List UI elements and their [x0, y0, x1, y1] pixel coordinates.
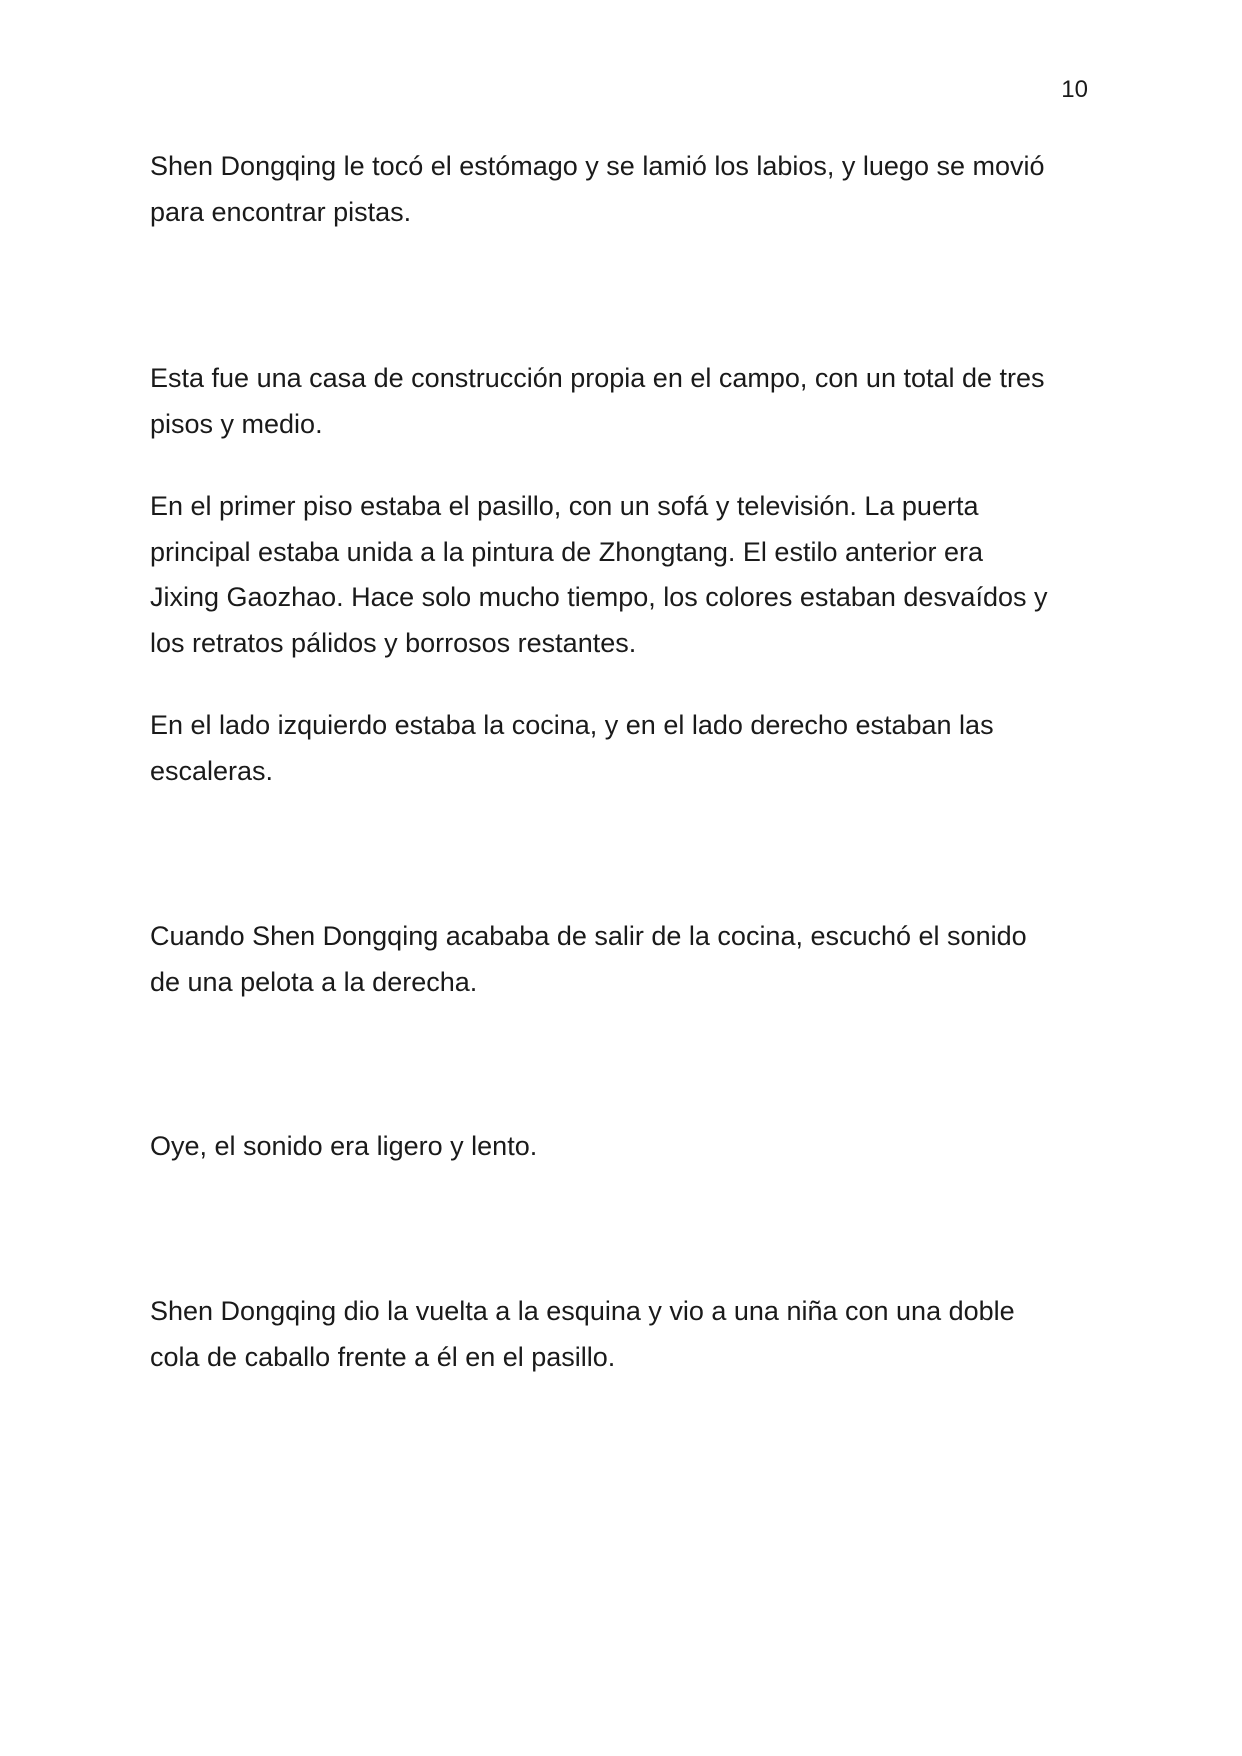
paragraph-5 [150, 914, 1100, 1005]
paragraph-line: Oye, el sonido era ligero y lento. [150, 1131, 538, 1161]
paragraph-line: los retratos pálidos y borrosos restantes. [150, 627, 637, 658]
paragraph-line: para encontrar pistas. [150, 196, 412, 227]
paragraph-line: de una pelota a la derecha. [150, 966, 478, 997]
paragraph-3 [150, 484, 1100, 666]
paragraph-4 [150, 703, 1100, 794]
paragraph-line: En el lado izquierdo estaba la cocina, y en el lado derecho estaban las [150, 710, 994, 740]
paragraph-1 [150, 144, 1100, 235]
paragraph-line: cola de caballo frente a él en el pasillo. [150, 1341, 616, 1372]
paragraph-line: Jixing Gaozhao. Hace solo mucho tiempo, los colores estaban desvaídos y [150, 582, 1048, 612]
paragraph-line: Cuando Shen Dongqing acababa de salir de la cocina, escuchó el sonido [150, 921, 1027, 951]
paragraph-line: pisos y medio. [150, 408, 323, 439]
paragraph-line: En el primer piso estaba el pasillo, con un sofá y televisión. La puerta [150, 491, 979, 521]
paragraph-line: escaleras. [150, 755, 274, 786]
paragraph-line: Shen Dongqing le tocó el estómago y se lamió los labios, y luego se movió [150, 151, 1045, 181]
paragraph-6 [150, 1124, 1100, 1170]
paragraph-line: Shen Dongqing dio la vuelta a la esquina y vio a una niña con una doble [150, 1296, 1015, 1326]
paragraph-2 [150, 356, 1100, 447]
paragraph-line: principal estaba unida a la pintura de Zhongtang. El estilo anterior era [150, 536, 984, 567]
paragraph-line: Esta fue una casa de construcción propia en el campo, con un total de tres [150, 363, 1045, 393]
page-number: 10 [1061, 76, 1088, 103]
paragraph-7 [150, 1289, 1100, 1380]
